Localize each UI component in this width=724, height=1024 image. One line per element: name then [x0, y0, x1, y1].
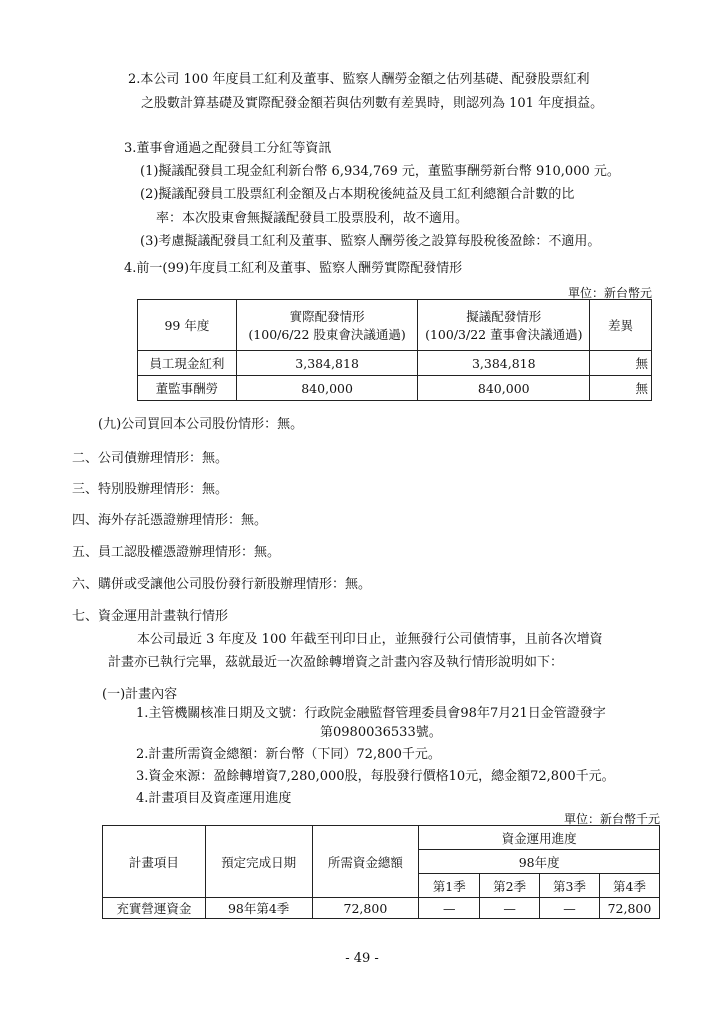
table-unit-label: 單位：新台幣元	[567, 286, 652, 300]
row-diff: 無	[590, 376, 652, 401]
section-heading: 三、特別股辦理情形：無。	[72, 482, 229, 497]
header-actual	[236, 300, 418, 351]
section-heading: 4.前一(99)年度員工紅利及董事、監察人酬勞實際配發情形	[124, 261, 463, 276]
table-row	[103, 898, 660, 919]
header-year: 99 年度	[138, 300, 237, 351]
header-item: 計畫項目	[103, 826, 206, 898]
table-row	[138, 351, 652, 376]
paragraph-line: 計畫亦已執行完畢，茲就最近一次盈餘轉增資之計畫內容及執行情形說明如下：	[108, 655, 564, 670]
bonus-distribution-table	[137, 299, 652, 401]
header-proposed-title: 擬議配發情形	[466, 309, 542, 324]
section-heading: 七、資金運用計畫執行情形	[72, 609, 229, 624]
header-proposed-sub: (100/3/22 董事會決議通過)	[425, 327, 583, 342]
paragraph-line: (1)擬議配發員工現金紅利新台幣 6,934,769 元，董監事酬勞新台幣 910,000 元。	[140, 164, 620, 179]
header-actual-title: 實際配發情形	[289, 309, 365, 324]
section-heading: 四、海外存託憑證辦理情形：無。	[72, 513, 268, 528]
row-item: 充實營運資金	[103, 898, 206, 919]
row-actual: 840,000	[236, 376, 418, 401]
row-label: 董監事酬勞	[138, 376, 237, 401]
capital-usage-table	[102, 825, 660, 919]
paragraph-line: 本公司最近 3 年度及 100 年截至刊印日止，並無發行公司債情事，且前各次增資	[137, 632, 603, 647]
header-q4: 第4季	[599, 874, 659, 898]
row-actual: 3,384,818	[236, 351, 418, 376]
row-label: 員工現金紅利	[138, 351, 237, 376]
row-date: 98年第4季	[205, 898, 312, 919]
row-proposed: 3,384,818	[418, 351, 590, 376]
header-date: 預定完成日期	[205, 826, 312, 898]
paragraph-line: 2.本公司 100 年度員工紅利及董事、監察人酬勞金額之估列基礎、配發股票紅利	[128, 72, 590, 87]
section-heading: 二、公司債辦理情形：無。	[72, 451, 229, 466]
section-heading: 六、購併或受讓他公司股份發行新股辦理情形：無。	[72, 577, 372, 592]
header-q3: 第3季	[540, 874, 600, 898]
row-q4: 72,800	[599, 898, 659, 919]
page-number: - 49 -	[345, 951, 379, 966]
row-q1: —	[419, 898, 480, 919]
paragraph-line: 1.主管機關核准日期及文號：行政院金融監督管理委員會98年7月21日金管證發字	[136, 706, 606, 721]
header-diff: 差異	[590, 300, 652, 351]
paragraph-line: (2)擬議配發員工股票紅利金額及占本期稅後純益及員工紅利總額合計數的比	[140, 187, 575, 202]
paragraph-line: (九)公司買回本公司股份情形：無。	[98, 417, 304, 432]
row-q2: —	[480, 898, 540, 919]
header-q1: 第1季	[419, 874, 480, 898]
header-progress: 資金運用進度	[419, 826, 660, 850]
header-actual-sub: (100/6/22 股東會決議通過)	[248, 327, 406, 342]
paragraph-line: 4.計畫項目及資產運用進度	[136, 791, 292, 806]
row-q3: —	[540, 898, 600, 919]
paragraph-line: 之股數計算基礎及實際配發金額若與估列數有差異時，則認列為 101 年度損益。	[141, 96, 604, 111]
row-total: 72,800	[312, 898, 419, 919]
paragraph-line: 3.資金來源：盈餘轉增資7,280,000股，每股發行價格10元，總金額72,800千元。	[136, 769, 615, 784]
paragraph-line: 2.計畫所需資金總額：新台幣（下同）72,800千元。	[136, 747, 441, 762]
section-heading: 五、員工認股權憑證辦理情形：無。	[72, 545, 281, 560]
paragraph-line: 第0980036533號。	[320, 725, 442, 740]
table-row	[138, 376, 652, 401]
paragraph-line: (3)考慮擬議配發員工紅利及董事、監察人酬勞後之設算每股稅後盈餘：不適用。	[140, 234, 601, 249]
paragraph-line: 率：本次股東會無擬議配發員工股票股利，故不適用。	[156, 211, 469, 226]
header-q2: 第2季	[480, 874, 540, 898]
section-heading: 3.董事會通過之配發員工分紅等資訊	[124, 141, 332, 156]
header-proposed	[418, 300, 590, 351]
header-total: 所需資金總額	[312, 826, 419, 898]
header-year: 98年度	[419, 850, 660, 874]
row-diff: 無	[590, 351, 652, 376]
table-unit-label: 單位：新台幣千元	[563, 812, 660, 826]
subsection-heading: (一)計畫內容	[102, 687, 178, 702]
row-proposed: 840,000	[418, 376, 590, 401]
